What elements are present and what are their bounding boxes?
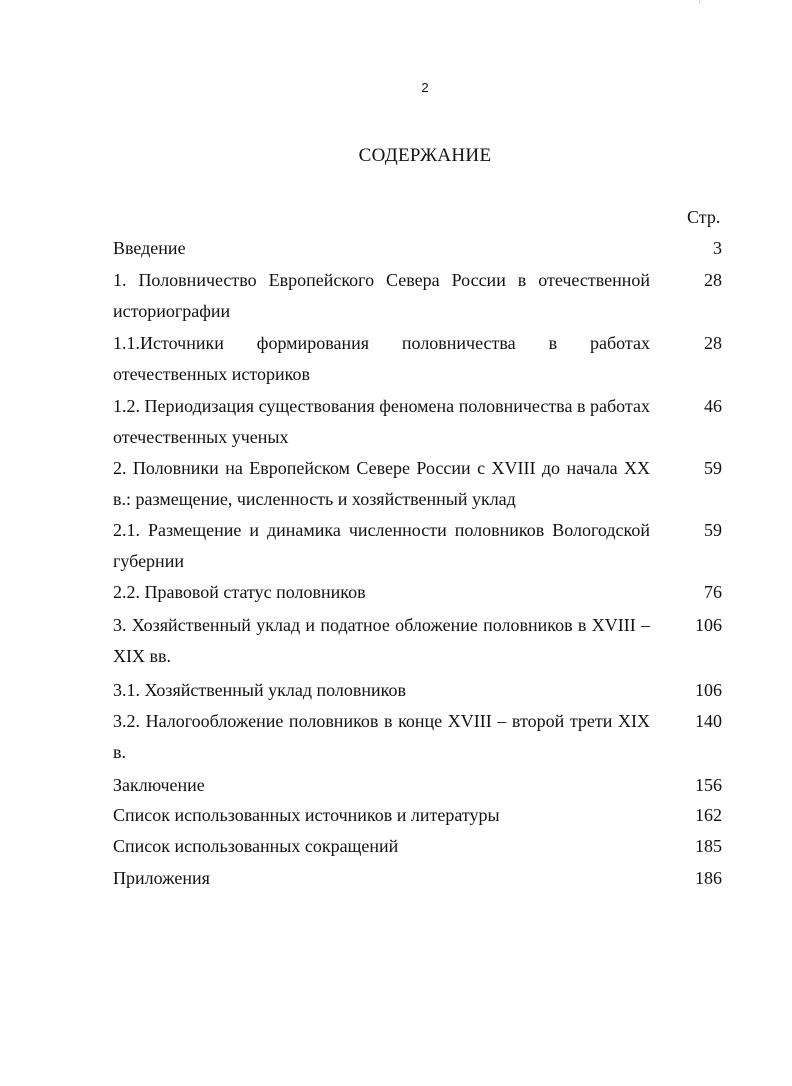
page-title: СОДЕРЖАНИЕ xyxy=(358,145,492,166)
toc-entry-chapter-2[interactable] xyxy=(113,453,722,515)
page-number: 2 xyxy=(421,80,429,95)
toc-entry-chapter-1[interactable] xyxy=(113,265,722,327)
toc-entry-page: 3 xyxy=(713,238,722,258)
toc-entry-section-3-1[interactable] xyxy=(113,675,722,705)
toc-entry-text: Список использованных сокращений xyxy=(113,836,399,856)
toc-entry-text: Заключение xyxy=(113,775,205,795)
toc-entry-text: 2. Половники на Европейском Севере России с XVIII до начала XX в.: размещение, численность и хозяйственный уклад xyxy=(113,458,650,509)
toc-entry-section-2-2[interactable] xyxy=(113,577,722,607)
page-column-label: Стр. xyxy=(687,207,721,227)
toc-entry-text: 3. Хозяйственный уклад и податное обложение половников в XVIII –XIX вв. xyxy=(113,615,650,666)
toc-entry-page: 106 xyxy=(695,680,722,700)
toc-entry-page: 186 xyxy=(695,868,722,888)
toc-entry-page: 106 xyxy=(695,615,722,635)
toc-entry-page: 59 xyxy=(704,458,722,478)
toc-entry-text: 3.1. Хозяйственный уклад половников xyxy=(113,680,406,700)
corner-mark: ' xyxy=(699,0,701,9)
toc-entry-page: 162 xyxy=(695,805,722,825)
toc-entry-chapter-3[interactable] xyxy=(113,610,722,672)
toc-entry-page: 156 xyxy=(695,775,722,795)
toc-entry-text: 3.2. Налогообложение половников в конце XVIII – второй трети XIX в. xyxy=(113,711,650,762)
toc-entry-abbreviations[interactable] xyxy=(113,831,722,861)
toc-entry-page: 46 xyxy=(704,396,722,416)
toc-entry-text: 2.2. Правовой статус половников xyxy=(113,582,366,602)
toc-entry-text: 2.1. Размещение и динамика численности половников Вологодской губернии xyxy=(113,520,650,571)
toc-entry-text: 1.1.Источники формирования половничества в работах отечественных историков xyxy=(113,333,650,384)
toc-entry-page: 28 xyxy=(704,333,722,353)
toc-entry-page: 185 xyxy=(695,836,722,856)
toc-entry-text: 1.2. Периодизация существования феномена половничества в работах отечественных ученых xyxy=(113,396,650,447)
toc-entry-page: 140 xyxy=(695,711,722,731)
toc-entry-sources[interactable] xyxy=(113,800,722,830)
toc-entry-page: 76 xyxy=(704,582,722,602)
toc-entry-page: 28 xyxy=(704,270,722,290)
toc-entry-text: Введение xyxy=(113,238,186,258)
toc-entry-section-3-2[interactable] xyxy=(113,706,722,768)
toc-entry-section-1-2[interactable] xyxy=(113,391,722,453)
toc-entry-appendices[interactable] xyxy=(113,863,722,893)
toc-entry-text: Приложения xyxy=(113,868,210,888)
toc-entry-text: 1. Половничество Европейского Севера России в отечественной историографии xyxy=(113,270,650,321)
toc-entry-page: 59 xyxy=(704,520,722,540)
toc-entry-conclusion[interactable] xyxy=(113,770,722,800)
toc-entry-section-2-1[interactable] xyxy=(113,515,722,577)
toc-entry-section-1-1[interactable] xyxy=(113,328,722,390)
toc-entry-introduction[interactable] xyxy=(113,233,722,263)
toc-entry-text: Список использованных источников и литературы xyxy=(113,805,500,825)
